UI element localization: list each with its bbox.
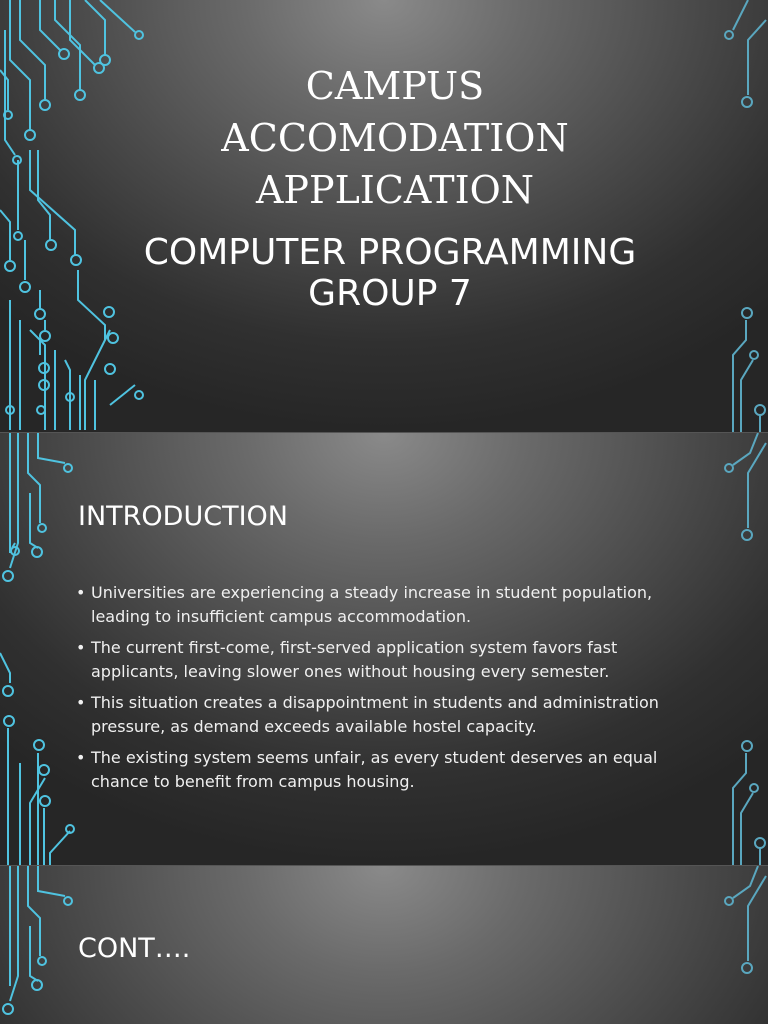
circuit-decoration-right <box>708 866 768 1024</box>
slide-continued[interactable] <box>0 866 768 1024</box>
slide-title[interactable] <box>0 0 768 432</box>
slide-subtitle-text: COMPUTER PROGRAMMING GROUP 7 <box>143 232 637 314</box>
circuit-decoration-right <box>708 433 768 865</box>
bullet-list <box>76 581 696 801</box>
bullet-item: • The current first-come, first-served application system favors fast applicants, leaving slower ones without housing every semester. <box>76 636 696 684</box>
bullet-item: • The existing system seems unfair, as every student deserves an equal chance to benefit from campus housing. <box>76 746 696 794</box>
bullet-item: • This situation creates a disappointment in students and administration pressure, as demand exceeds available hostel capacity. <box>76 691 696 739</box>
slide-heading: INTRODUCTION <box>78 501 288 532</box>
slide-heading: CONT…. <box>78 933 191 964</box>
slide-title-text: CAMPUS ACCOMODATION APPLICATION <box>221 64 569 212</box>
slide-introduction[interactable] <box>0 433 768 865</box>
bullet-item: • Universities are experiencing a steady increase in student population, leading to insufficient campus accommodation. <box>76 581 696 629</box>
circuit-decoration-left <box>0 0 160 432</box>
circuit-decoration-right <box>708 0 768 432</box>
